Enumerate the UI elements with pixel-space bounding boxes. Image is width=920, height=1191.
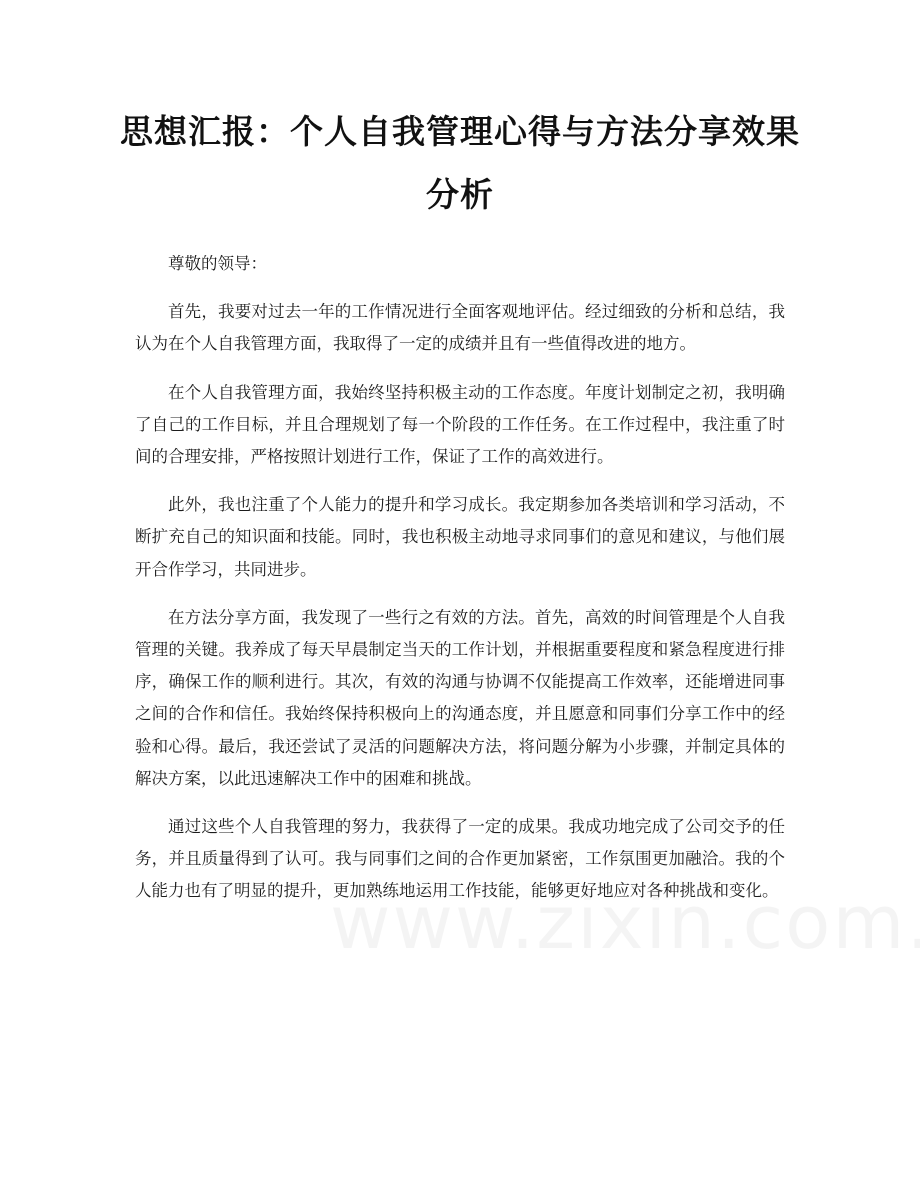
document-title: 思想汇报：个人自我管理心得与方法分享效果分析 (120, 112, 800, 214)
paragraph: 在个人自我管理方面，我始终坚持积极主动的工作态度。年度计划制定之初，我明确了自己的工作目标，并且合理规划了每一个阶段的工作任务。在工作过程中，我注重了时间的合理安排，严格按照计划进行工作，保证了工作的高效进行。 (135, 382, 785, 467)
paragraph: 在方法分享方面，我发现了一些行之有效的方法。首先，高效的时间管理是个人自我管理的关键。我养成了每天早晨制定当天的工作计划，并根据重要程度和紧急程度进行排序，确保工作的顺利进行。其次，有效的沟通与协调不仅能提高工作效率，还能增进同事之间的合作和信任。我始终保持积极向上的沟通态度，并且愿意和同事们分享工作中的经验和心得。最后，我还尝试了灵活的问题解决方法，将问题分解为小步骤，并制定具体的解决方案，以此迅速解决工作中的困难和挑战。 (135, 607, 785, 788)
paragraph: 此外，我也注重了个人能力的提升和学习成长。我定期参加各类培训和学习活动，不断扩充自己的知识面和技能。同时，我也积极主动地寻求同事们的意见和建议，与他们展开合作学习，共同进步。 (135, 495, 785, 579)
salutation: 尊敬的领导： (168, 254, 267, 273)
paragraph: 首先，我要对过去一年的工作情况进行全面客观地评估。经过细致的分析和总结，我认为在个人自我管理方面，我取得了一定的成绩并且有一些值得改进的地方。 (135, 302, 785, 354)
document-body (135, 248, 785, 924)
paragraph: 通过这些个人自我管理的努力，我获得了一定的成果。我成功地完成了公司交予的任务，并且质量得到了认可。我与同事们之间的合作更加紧密，工作氛围更加融洽。我的个人能力也有了明显的提升，更加熟练地运用工作技能，能够更好地应对各种挑战和变化。 (135, 817, 785, 901)
